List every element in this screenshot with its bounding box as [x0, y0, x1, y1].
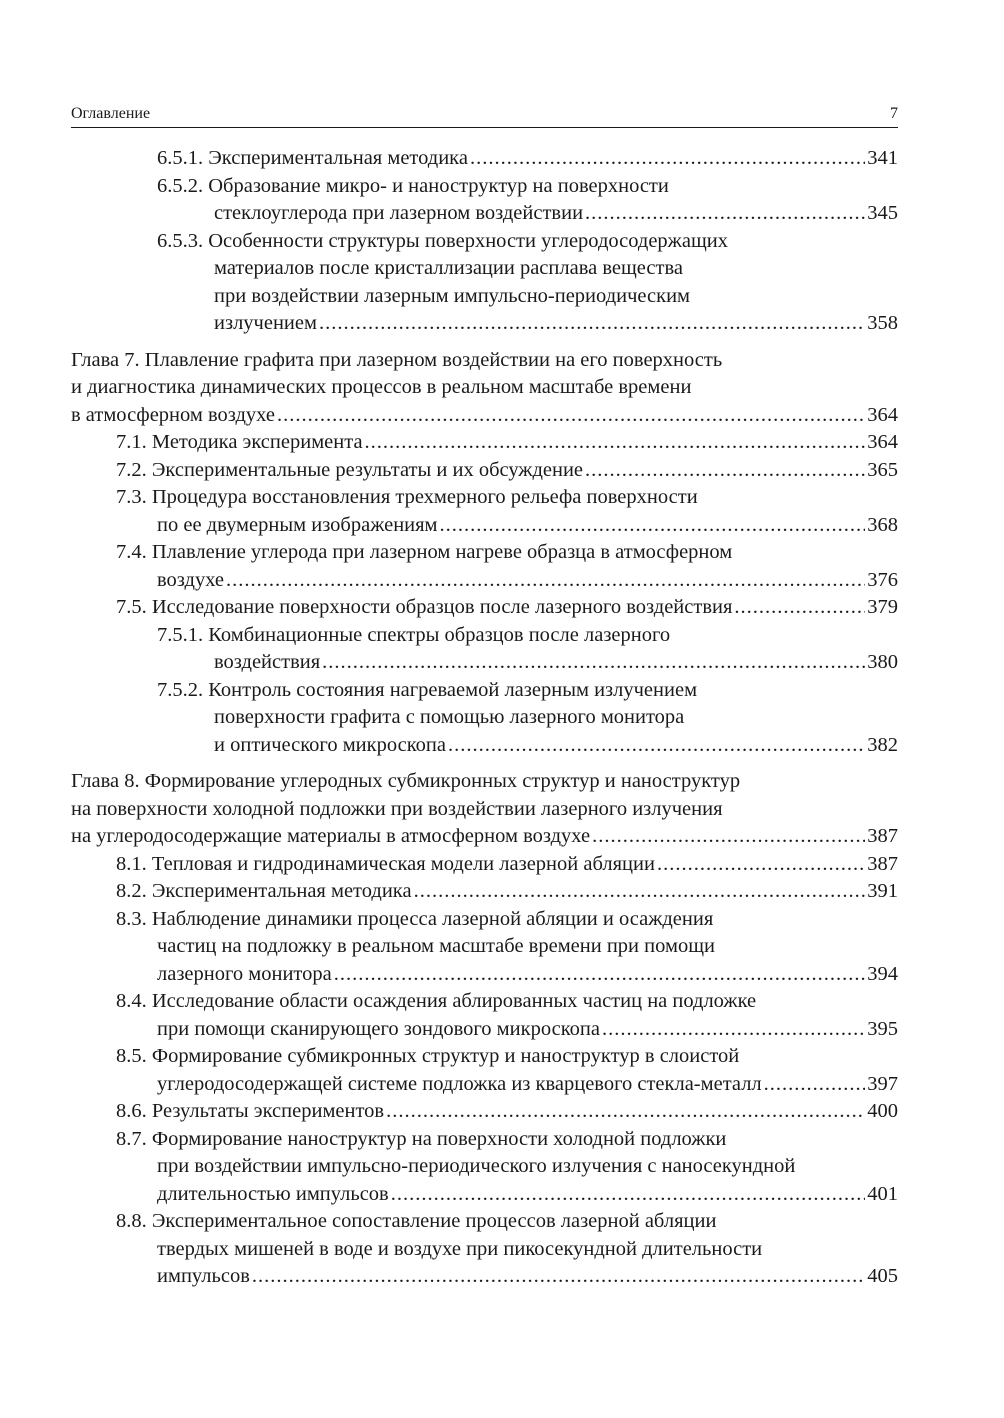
toc-title-text: Контроль состояния нагреваемой лазерным излучением — [208, 678, 698, 701]
toc-page-number: 358 — [867, 312, 898, 334]
toc-title-text: длительностью импульсов — [157, 1182, 389, 1205]
toc-title-text: воздействия — [214, 651, 321, 673]
toc-number: Глава 7. — [71, 348, 140, 371]
toc-entry — [71, 173, 898, 228]
dot-leader — [470, 145, 865, 173]
toc-number: 8.6. — [116, 1100, 147, 1122]
toc-line — [71, 1263, 898, 1291]
toc-entry — [71, 457, 898, 485]
toc-title-text: импульсов — [157, 1265, 250, 1287]
toc-title-text: Экспериментальные результаты и их обсуждение — [151, 458, 584, 481]
dot-leader — [585, 200, 865, 228]
toc-number: 8.1. — [116, 852, 147, 875]
toc-line — [71, 768, 898, 796]
toc-line — [71, 347, 898, 375]
toc-title-text: по ее двумерным изображениям — [157, 513, 438, 536]
toc-line — [71, 988, 898, 1016]
toc-line — [71, 429, 898, 457]
toc-page-number: 391 — [867, 880, 898, 902]
toc-page-number: 395 — [867, 1017, 898, 1040]
table-of-contents — [71, 145, 898, 1291]
toc-title-text: Экспериментальное сопоставление процессов лазерной абляции — [151, 1210, 717, 1232]
toc-line — [71, 228, 898, 256]
toc-title-text: Образование микро- и наноструктур на поверхности — [208, 174, 669, 197]
toc-page-number: 364 — [867, 431, 898, 453]
toc-line — [71, 283, 898, 311]
toc-number: 7.1. — [116, 431, 147, 453]
dot-leader — [226, 567, 865, 595]
toc-page-number: 397 — [867, 1072, 898, 1095]
page-number: 7 — [890, 105, 898, 122]
toc-page-number: 405 — [867, 1265, 898, 1287]
toc-line — [71, 851, 898, 879]
toc-entry — [71, 677, 898, 760]
toc-title-text: стеклоуглерода при лазерном воздействии — [214, 202, 584, 224]
toc-page-number: 379 — [867, 596, 898, 618]
dot-leader — [585, 457, 865, 485]
toc-line — [71, 1098, 898, 1126]
toc-title-text: Формирование углеродных субмикронных структур и наноструктур — [144, 770, 741, 792]
toc-line — [71, 823, 898, 851]
toc-chapter — [71, 768, 898, 851]
dot-leader — [391, 1181, 866, 1209]
toc-page-number: 382 — [867, 733, 898, 756]
toc-title-text: и оптического микроскопа — [214, 733, 446, 756]
toc-number: 7.2. — [116, 458, 147, 481]
toc-title-text: Экспериментальная методика — [151, 880, 412, 902]
toc-line — [71, 539, 898, 567]
toc-title-text: поверхности графита с помощью лазерного монитора — [214, 706, 685, 728]
toc-number: 6.5.2. — [157, 174, 204, 197]
toc-title-text: Процедура восстановления трехмерного рельефа поверхности — [151, 486, 698, 508]
dot-leader — [386, 1098, 865, 1126]
toc-title-text: материалов после кристаллизации расплава вещества — [214, 257, 683, 279]
toc-number: 8.3. — [116, 907, 147, 930]
toc-entry — [71, 228, 898, 338]
toc-page-number: 345 — [867, 202, 898, 224]
toc-line — [71, 402, 898, 430]
toc-entry — [71, 906, 898, 989]
dot-leader — [734, 594, 865, 622]
toc-entry — [71, 594, 898, 622]
toc-title-text: Формирование субмикронных структур и наноструктур в слоистой — [151, 1045, 740, 1067]
toc-number: 7.5.1. — [157, 623, 204, 646]
toc-line — [71, 1126, 898, 1154]
toc-line — [71, 173, 898, 201]
toc-line — [71, 704, 898, 732]
dot-leader — [764, 1071, 866, 1099]
toc-line — [71, 512, 898, 540]
dot-leader — [440, 512, 866, 540]
header-title: Оглавление — [71, 105, 151, 122]
toc-entry — [71, 145, 898, 173]
toc-title-text: в атмосферном воздухе — [71, 403, 276, 426]
toc-number: 7.4. — [116, 541, 147, 563]
toc-number: 7.3. — [116, 486, 147, 508]
toc-number: 6.5.1. — [157, 147, 204, 169]
dot-leader — [448, 732, 865, 760]
toc-title-text: воздухе — [157, 568, 225, 591]
toc-title-text: Наблюдение динамики процесса лазерной абляции и осаждения — [151, 907, 714, 930]
toc-page-number: 364 — [867, 403, 898, 426]
toc-line — [71, 906, 898, 934]
toc-title-text: Исследование области осаждения аблированных частиц на подложке — [151, 990, 757, 1012]
dot-leader — [334, 961, 866, 989]
toc-title-text: на углеродосодержащие материалы в атмосферном воздухе — [71, 825, 591, 847]
toc-title-text: Результаты экспериментов — [151, 1100, 385, 1122]
toc-line — [71, 567, 898, 595]
toc-number: 8.8. — [116, 1210, 147, 1232]
dot-leader — [252, 1263, 865, 1291]
toc-line — [71, 374, 898, 402]
toc-line — [71, 1181, 898, 1209]
toc-page-number: 394 — [867, 962, 898, 985]
toc-line — [71, 1016, 898, 1044]
toc-entry — [71, 1098, 898, 1126]
toc-chapter — [71, 347, 898, 430]
toc-page-number: 341 — [867, 147, 898, 169]
toc-entry — [71, 988, 898, 1043]
toc-number: 7.5. — [116, 596, 147, 618]
toc-title-text: при помощи сканирующего зондового микроскопа — [157, 1017, 600, 1040]
toc-title-text: частиц на подложку в реальном масштабе времени при помощи — [157, 935, 715, 957]
toc-line — [71, 594, 898, 622]
dot-leader — [365, 429, 866, 457]
toc-number: 8.7. — [116, 1127, 147, 1150]
toc-line — [71, 622, 898, 650]
toc-entry — [71, 1043, 898, 1098]
toc-number: 7.5.2. — [157, 678, 204, 701]
toc-title-text: Комбинационные спектры образцов после лазерного — [208, 623, 671, 646]
dot-leader — [277, 402, 865, 430]
toc-line — [71, 649, 898, 677]
toc-entry — [71, 539, 898, 594]
toc-title-text: Особенности структуры поверхности углеродосодержащих — [208, 229, 728, 252]
running-header — [71, 103, 898, 128]
toc-title-text: Экспериментальная методика — [208, 147, 468, 169]
toc-entry — [71, 622, 898, 677]
toc-title-text: твердых мишеней в воде и воздухе при пикосекундной длительности — [157, 1237, 763, 1260]
dot-leader — [602, 1016, 865, 1044]
toc-number: 8.5. — [116, 1045, 147, 1067]
toc-title-text: при воздействии импульсно-периодического излучения с наносекундной — [157, 1155, 796, 1177]
toc-entry — [71, 878, 898, 906]
toc-title-text: Формирование наноструктур на поверхности холодной подложки — [151, 1127, 727, 1150]
toc-line — [71, 933, 898, 961]
toc-line — [71, 732, 898, 760]
toc-title-text: Плавление углерода при лазерном нагреве образца в атмосферном — [151, 541, 733, 563]
toc-line — [71, 457, 898, 485]
toc-line — [71, 677, 898, 705]
dot-leader — [414, 878, 866, 906]
toc-line — [71, 1236, 898, 1264]
toc-number: 6.5.3. — [157, 229, 204, 252]
toc-number: 8.4. — [116, 990, 147, 1012]
toc-number: 8.2. — [116, 880, 147, 902]
toc-line — [71, 1208, 898, 1236]
dot-leader — [657, 851, 865, 879]
toc-title-text: и диагностика динамических процессов в реальном масштабе времени — [71, 376, 692, 398]
toc-line — [71, 1153, 898, 1181]
toc-entry — [71, 1208, 898, 1291]
toc-page-number: 380 — [867, 651, 898, 673]
toc-title-text: Тепловая и гидродинамическая модели лазерной абляции — [151, 852, 655, 875]
toc-title-text: Плавление графита при лазерном воздействии на его поверхность — [144, 348, 723, 371]
toc-entry — [71, 429, 898, 457]
toc-line — [71, 796, 898, 824]
dot-leader — [319, 310, 865, 338]
toc-title-text: излучением — [214, 312, 317, 334]
toc-title-text: лазерного монитора — [157, 962, 332, 985]
toc-page-number: 387 — [867, 852, 898, 875]
toc-line — [71, 878, 898, 906]
toc-line — [71, 961, 898, 989]
toc-page-number: 400 — [867, 1100, 898, 1122]
toc-page-number: 365 — [867, 458, 898, 481]
toc-line — [71, 484, 898, 512]
dot-leader — [592, 823, 865, 851]
toc-page-number: 387 — [867, 825, 898, 847]
toc-line — [71, 1071, 898, 1099]
toc-line — [71, 1043, 898, 1071]
toc-entry — [71, 484, 898, 539]
toc-page-number: 401 — [867, 1182, 898, 1205]
toc-title-text: Методика эксперимента — [151, 431, 363, 453]
toc-page-number: 368 — [867, 513, 898, 536]
toc-title-text: углеродосодержащей системе подложка из кварцевого стекла-металл — [157, 1072, 762, 1095]
toc-line — [71, 255, 898, 283]
dot-leader — [322, 649, 865, 677]
toc-line — [71, 200, 898, 228]
toc-line — [71, 310, 898, 338]
toc-number: Глава 8. — [71, 770, 140, 792]
toc-title-text: на поверхности холодной подложки при воздействии лазерного излучения — [71, 797, 723, 820]
toc-title-text: при воздействии лазерным импульсно-периодическим — [214, 284, 691, 307]
toc-entry — [71, 851, 898, 879]
toc-title-text: Исследование поверхности образцов после лазерного воздействия — [151, 596, 733, 618]
toc-page-number: 376 — [867, 568, 898, 591]
toc-line — [71, 145, 898, 173]
toc-entry — [71, 1126, 898, 1209]
